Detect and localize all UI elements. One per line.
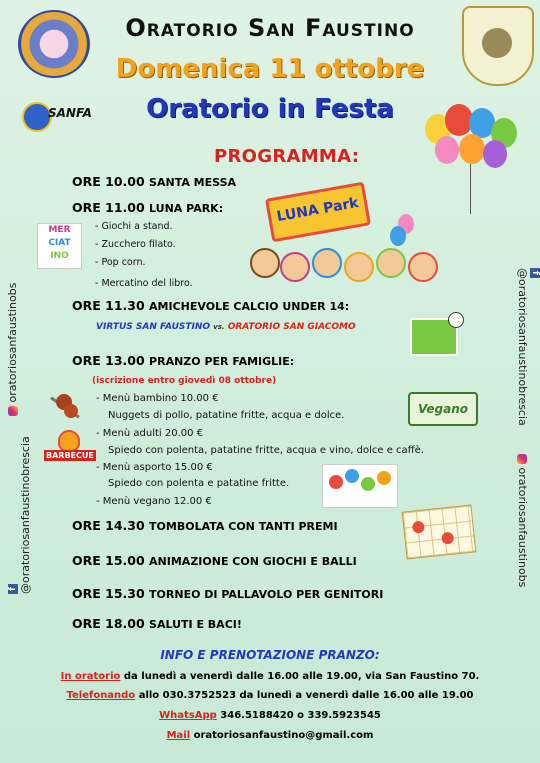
menu-detail: Nuggets di pollo, patatine fritte, acqua e dolce. bbox=[108, 410, 345, 421]
left-social-facebook bbox=[6, 424, 32, 594]
schedule-time: ORE 10.00 bbox=[72, 174, 145, 189]
sanfa-logo-text: SANFA bbox=[48, 106, 92, 120]
tombola-card-illustration bbox=[402, 504, 477, 559]
info-line-mail bbox=[0, 730, 540, 741]
schedule-item-1100 bbox=[72, 200, 223, 215]
lunapark-item: - Mercatino del libro. bbox=[95, 278, 193, 289]
schedule-time: ORE 13.00 bbox=[72, 353, 145, 368]
event-title: Oratorio in Festa bbox=[146, 94, 394, 124]
barbecue-logo bbox=[44, 430, 92, 466]
info-line-whatsapp bbox=[0, 710, 540, 721]
info-line-oratorio bbox=[0, 671, 540, 682]
iscrizione-note: (iscrizione entro giovedì 08 ottobre) bbox=[92, 376, 277, 386]
match-team1: VIRTUS SAN FAUSTINO bbox=[96, 322, 211, 332]
mercatino-text: MER bbox=[48, 225, 71, 235]
right-social-instagram bbox=[516, 454, 532, 604]
soccer-illustration bbox=[410, 318, 458, 356]
match-team2: ORATORIO SAN GIACOMO bbox=[227, 322, 356, 332]
schedule-activity: LUNA PARK: bbox=[149, 202, 224, 215]
left-social-instagram bbox=[6, 266, 22, 416]
schedule-activity: PRANZO PER FAMIGLIE: bbox=[149, 355, 295, 368]
mercatino-text: INO bbox=[50, 251, 69, 261]
spiedo-illustration bbox=[42, 388, 86, 428]
music-illustration bbox=[322, 464, 398, 508]
info-text: oratoriosanfaustino@gmail.com bbox=[190, 730, 374, 741]
menu-title: - Menù bambino 10.00 € bbox=[96, 393, 219, 404]
info-label: In oratorio bbox=[60, 671, 121, 682]
balloons-illustration bbox=[425, 104, 525, 214]
schedule-time: ORE 15.00 bbox=[72, 553, 145, 568]
schedule-time: ORE 14.30 bbox=[72, 518, 145, 533]
schedule-activity: ANIMAZIONE CON GIOCHI E BALLI bbox=[149, 555, 357, 568]
mercatino-text: CIAT bbox=[48, 238, 71, 248]
date-title: Domenica 11 ottobre bbox=[115, 54, 425, 84]
match-vs: vs. bbox=[213, 323, 225, 331]
oratorio-logo-round bbox=[18, 10, 90, 78]
info-text: 346.5188420 o 339.5923545 bbox=[216, 710, 381, 721]
schedule-item-1800 bbox=[72, 616, 242, 631]
instagram-icon bbox=[8, 406, 18, 416]
schedule-time: ORE 11.00 bbox=[72, 200, 145, 215]
schedule-item-1000 bbox=[72, 174, 236, 189]
schedule-item-1530 bbox=[72, 586, 383, 601]
info-title: INFO E PRENOTAZIONE PRANZO: bbox=[160, 648, 380, 662]
menu-detail: Spiedo con polenta, patatine fritte, acqua e vino, dolce e caffè. bbox=[108, 445, 424, 456]
sanfa-logo bbox=[18, 100, 92, 132]
mercatino-image bbox=[37, 223, 82, 269]
lunapark-item: - Pop corn. bbox=[95, 257, 146, 268]
info-label: Mail bbox=[166, 730, 191, 741]
instagram-handle: oratoriosanfaustinobs bbox=[516, 467, 529, 588]
vegano-badge bbox=[408, 392, 478, 426]
schedule-time: ORE 15.30 bbox=[72, 586, 145, 601]
facebook-icon: f bbox=[530, 268, 540, 278]
schedule-item-1300 bbox=[72, 353, 294, 368]
match-line bbox=[96, 322, 356, 332]
menu-title: - Menù adulti 20.00 € bbox=[96, 428, 204, 439]
schedule-activity: AMICHEVOLE CALCIO UNDER 14: bbox=[149, 300, 350, 313]
kids-illustration bbox=[250, 244, 460, 288]
lunapark-sign bbox=[265, 182, 371, 243]
schedule-activity: TORNEO DI PALLAVOLO PER GENITORI bbox=[149, 588, 384, 601]
schedule-item-1130 bbox=[72, 298, 349, 313]
flame-icon bbox=[58, 430, 80, 452]
barbecue-label: BARBECUE bbox=[46, 451, 94, 460]
lunapark-sign-text: LUNA Park bbox=[275, 194, 360, 226]
schedule-activity: TOMBOLATA CON TANTI PREMI bbox=[149, 520, 338, 533]
facebook-icon: f bbox=[8, 584, 18, 594]
schedule-item-1500 bbox=[72, 553, 357, 568]
schedule-item-1430 bbox=[72, 518, 338, 533]
menu-detail: Spiedo con polenta e patatine fritte. bbox=[108, 478, 290, 489]
right-social-facebook bbox=[516, 268, 540, 438]
schedule-time: ORE 11.30 bbox=[72, 298, 145, 313]
schedule-activity: SALUTI E BACI! bbox=[149, 618, 242, 631]
programma-heading: PROGRAMMA: bbox=[214, 146, 360, 167]
info-line-telefono bbox=[0, 690, 540, 701]
facebook-handle: @oratoriosanfaustinobrescia bbox=[19, 436, 32, 594]
vegano-text: Vegano bbox=[417, 402, 469, 416]
info-label: WhatsApp bbox=[159, 710, 217, 721]
org-title: Oratorio San Faustino bbox=[125, 14, 415, 42]
lunapark-item: - Giochi a stand. bbox=[95, 221, 173, 232]
oratorio-shield-logo bbox=[462, 6, 534, 86]
schedule-time: ORE 18.00 bbox=[72, 616, 145, 631]
lunapark-item: - Zucchero filato. bbox=[95, 239, 176, 250]
facebook-handle: @oratoriosanfaustinobrescia bbox=[516, 268, 529, 426]
info-text: da lunedì a venerdì dalle 16.00 alle 19.00, via San Faustino 70. bbox=[120, 671, 480, 682]
instagram-handle: oratoriosanfaustinobs bbox=[6, 282, 19, 403]
instagram-icon bbox=[517, 454, 527, 464]
info-text: allo 030.3752523 da lunedì a venerdì dalle 16.00 alle 19.00 bbox=[135, 690, 474, 701]
schedule-activity: SANTA MESSA bbox=[149, 176, 237, 189]
info-label: Telefonando bbox=[66, 690, 136, 701]
menu-title: - Menù asporto 15.00 € bbox=[96, 462, 213, 473]
menu-title: - Menù vegano 12.00 € bbox=[96, 496, 212, 507]
